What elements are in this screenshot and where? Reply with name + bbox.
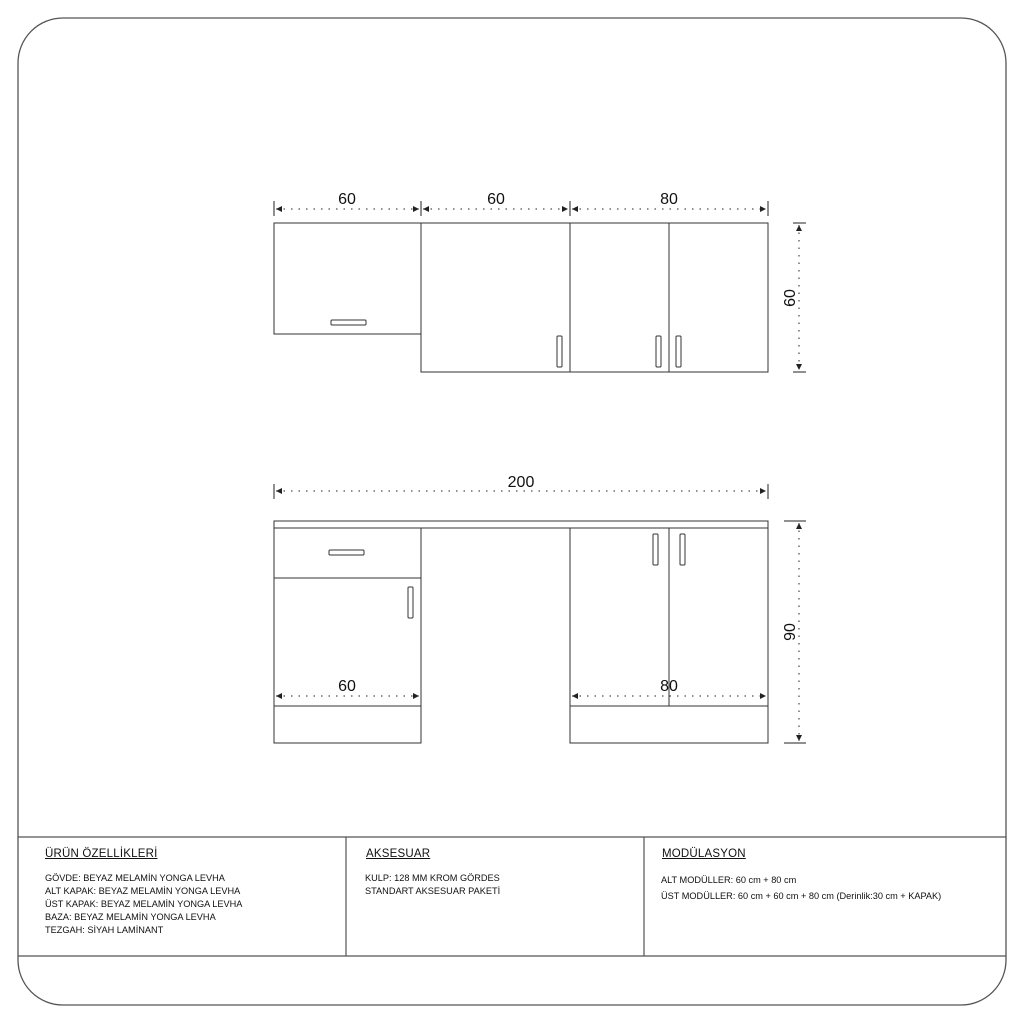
accessories-item: STANDART AKSESUAR PAKETİ — [365, 886, 501, 896]
upper-cabinet-60 — [421, 223, 570, 372]
dim-label-total-width: 200 — [507, 474, 535, 491]
handle-vertical — [676, 336, 681, 367]
lower-dimension-lines — [274, 484, 806, 743]
handle-vertical — [653, 534, 658, 565]
dim-label-upper-1: 60 — [338, 191, 356, 208]
lower-cabinet-60 — [274, 528, 421, 743]
features-item: TEZGAH: SİYAH LAMİNANT — [45, 925, 164, 935]
specs-panel — [18, 838, 1006, 956]
upper-cabinets — [274, 223, 768, 372]
accessories-column — [346, 838, 644, 956]
dim-label-lower-2: 80 — [660, 678, 678, 695]
features-item: BAZA: BEYAZ MELAMİN YONGA LEVHA — [45, 912, 216, 922]
modulation-item: ÜST MODÜLLER: 60 cm + 60 cm + 80 cm (Derinlik:30 cm + KAPAK) — [661, 891, 942, 901]
lower-cabinets — [274, 521, 768, 743]
features-item: ALT KAPAK: BEYAZ MELAMİN YONGA LEVHA — [45, 886, 241, 896]
handle-horizontal — [329, 550, 364, 555]
countertop — [274, 521, 768, 528]
handle-vertical — [408, 587, 413, 618]
dim-label-lower-1: 60 — [338, 678, 356, 695]
features-item: ÜST KAPAK: BEYAZ MELAMİN YONGA LEVHA — [45, 899, 243, 909]
modulation-item: ALT MODÜLLER: 60 cm + 80 cm — [661, 875, 797, 885]
features-item: GÖVDE: BEYAZ MELAMİN YONGA LEVHA — [45, 873, 225, 883]
upper-cabinet-flap — [274, 223, 421, 334]
dim-label-upper-2: 60 — [487, 191, 505, 208]
upper-dimension-lines — [274, 201, 806, 372]
handle-vertical — [557, 336, 562, 367]
modulation-list — [661, 872, 941, 904]
dim-label-upper-height: 60 — [782, 289, 799, 307]
features-list — [45, 872, 242, 937]
dim-label-upper-3: 80 — [660, 191, 678, 208]
accessories-item: KULP: 128 MM KROM GÖRDES — [365, 873, 500, 883]
handle-vertical — [680, 534, 685, 565]
accessories-list — [365, 872, 500, 898]
handle-horizontal — [331, 320, 366, 325]
features-title: ÜRÜN ÖZELLİKLERİ — [45, 848, 158, 860]
handle-vertical — [656, 336, 661, 367]
modulation-title: MODÜLASYON — [662, 848, 746, 860]
accessories-title: AKSESUAR — [366, 848, 431, 860]
features-column — [18, 838, 346, 956]
dim-label-lower-height: 90 — [782, 623, 799, 641]
modulation-column — [644, 838, 1006, 956]
